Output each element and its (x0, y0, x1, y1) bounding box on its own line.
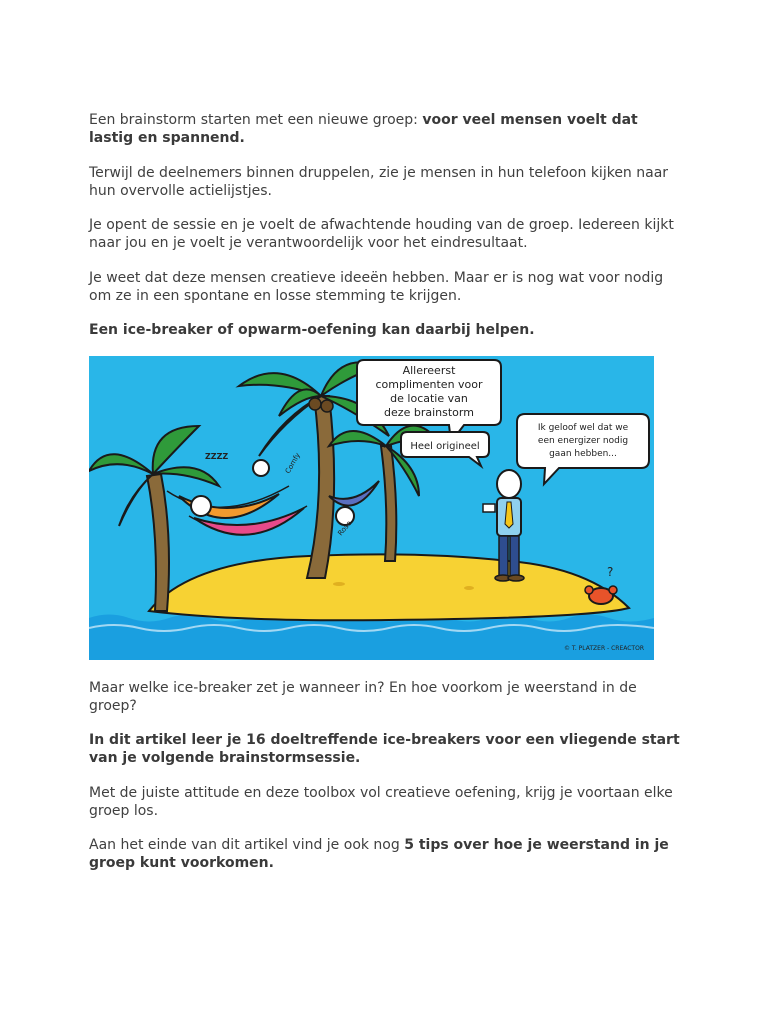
svg-text:Heel origineel: Heel origineel (410, 441, 480, 452)
svg-text:een energizer nodig: een energizer nodig (537, 436, 629, 446)
question-mark: ? (607, 565, 614, 579)
paragraph-creative: Je weet dat deze mensen creatieve ideeën hebben. Maar er is nog wat voor nodig om ze in een spontane en losse stemming te krijgen. (89, 270, 664, 304)
sea-water (89, 615, 654, 661)
sleeping-person (191, 496, 211, 516)
intro-text: Een brainstorm starten met een nieuwe groep: (89, 112, 423, 128)
intro-bold-text: voor veel mensen voelt dat lastig en spannend. (89, 112, 638, 146)
paragraph-participants: Terwijl de deelnemers binnen druppelen, zie je mensen in hun telefoon kijken naar hun overvolle actielijstjes. (89, 165, 669, 199)
hammock-label-comfy: Comfy (283, 451, 302, 475)
svg-text:complimenten voor: complimenten voor (375, 378, 483, 391)
hammock-label-rose: Rose (336, 519, 354, 538)
svg-text:Allereerst: Allereerst (402, 364, 456, 377)
cartoon-credit: © T. PLATZER - CREACTOR (563, 645, 644, 652)
paragraph-article-summary: In dit artikel leer je 16 doeltreffende ice-breakers voor een vliegende start van je volgende brainstormsessie. (89, 732, 680, 766)
paragraph-tips: Aan het einde van dit artikel vind je ook nog 5 tips over hoe je weerstand in je groep kunt voorkomen. (89, 837, 669, 871)
island-cartoon-image (89, 356, 654, 660)
paragraph-session: Je opent de sessie en je voelt de afwachtende houding van de groep. Iedereen kijkt naar jou en je voelt je verantwoordelijk voor het eindresultaat. (89, 217, 674, 251)
intro-paragraph (89, 111, 681, 147)
snore-text: ZZZZ (205, 452, 229, 461)
svg-text:de locatie van: de locatie van (390, 392, 468, 405)
svg-text:gaan hebben...: gaan hebben... (549, 449, 617, 459)
paragraph-toolbox: Met de juiste attitude en deze toolbox vol creatieve oefening, krijg je voortaan elke groep los. (89, 785, 673, 819)
tips-bold-text: 5 tips over hoe je weerstand in je groep kunt voorkomen. (89, 837, 669, 871)
paragraph-icebreaker-heading: Een ice-breaker of opwarm-oefening kan daarbij helpen. (89, 322, 535, 338)
svg-text:deze brainstorm: deze brainstorm (384, 406, 474, 419)
svg-text:Ik geloof wel dat we: Ik geloof wel dat we (537, 423, 629, 433)
paragraph-question: Maar welke ice-breaker zet je wanneer in? En hoe voorkom je weerstand in de groep? (89, 680, 637, 714)
